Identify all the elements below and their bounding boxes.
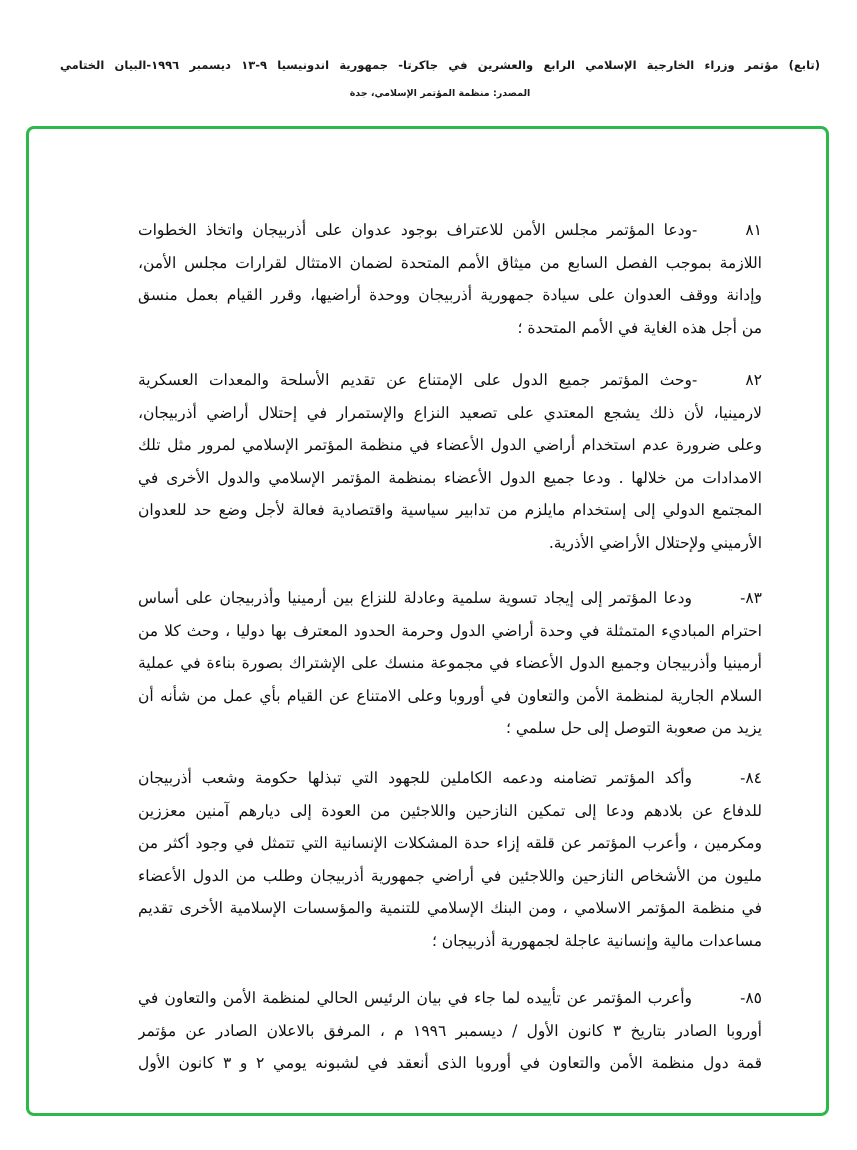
line-text: قمة دول منظمة الأمن والتعاون في أوروبا الذى أنعقد في لشبونه يومي ٢ و ٣ كانون الأول <box>138 1054 762 1072</box>
paragraph-line <box>138 429 762 462</box>
paragraph <box>138 982 762 1080</box>
paragraph-line <box>138 647 762 680</box>
paragraph-line <box>138 795 762 828</box>
paragraph-line <box>138 494 762 527</box>
document-source: المصدر: منظمة المؤتمر الإسلامي، جدة <box>349 88 531 99</box>
document-header-title: (تابع) مؤتمر وزراء الخارجية الإسلامي الرابع والعشرين في جاكرتا- جمهورية اندونيسيا ٩-١٣ ديسمبر ١٩٩٦-البيان الختامي <box>60 58 821 72</box>
line-text: السلام الجارية لمنظمة الأمن والتعاون في أوروبا وعلى الامتناع عن القيام بأي عمل من شأنه أن <box>138 686 762 705</box>
line-text: الأرميني ولإحتلال الأراضي الأذرية. <box>548 533 762 552</box>
line-text: وأكد المؤتمر تضامنه ودعمه الكاملين للجهود التي تبذلها حكومة وشعب أذربيجان <box>138 769 692 787</box>
line-text: المجتمع الدولي إلى إستخدام مايلزم من تدابير سياسية واقتصادية فعالة لأجل وضع حد للعدوان <box>138 501 762 519</box>
paragraph-line <box>138 925 762 958</box>
line-text: ودعا المؤتمر إلى إيجاد تسوية سلمية وعادلة للنزاع بين أرمينيا وأذربيجان على أساس <box>138 589 692 607</box>
line-text: وحث المؤتمر جميع الدول على الإمتناع عن تقديم الأسلحة والمعدات العسكرية <box>138 371 692 389</box>
paragraph-line <box>138 462 762 495</box>
paragraph-line <box>138 982 762 1015</box>
paragraph-line <box>138 247 762 280</box>
line-text: من أجل هذه الغاية في الأمم المتحدة ؛ <box>517 318 762 337</box>
line-text: أوروبا الصادر بتاريخ ٣ كانون الأول / ديسمبر ١٩٩٦ م ، المرفق بالاعلان الصادر عن مؤتمر <box>138 1021 762 1040</box>
paragraph-number: ٨٥- <box>740 989 762 1007</box>
paragraph <box>138 582 762 745</box>
paragraph-line <box>138 364 762 397</box>
paragraph-line <box>138 680 762 713</box>
line-text: وأعرب المؤتمر عن تأييده لما جاء في بيان الرئيس الحالي لمنظمة الأمن والتعاون في <box>138 989 692 1007</box>
line-text: يزيد من صعوبة التوصل إلى حل سلمي ؛ <box>506 719 762 737</box>
line-text: الامدادات من خلالها . ودعا جميع الدول الأعضاء بمنظمة المؤتمر الإسلامي والدول الأخرى في <box>138 468 762 487</box>
paragraph-line <box>138 1015 762 1048</box>
line-text: وعلى ضرورة عدم استخدام أراضي الدول الأعضاء في منظمة المؤتمر الإسلامي لمرور مثل تلك <box>138 436 762 454</box>
paragraph-line <box>138 312 762 345</box>
paragraph-line <box>138 1047 762 1080</box>
paragraph-number: ٨٣- <box>740 589 762 607</box>
paragraph-line <box>138 615 762 648</box>
line-text: ودعا المؤتمر مجلس الأمن للاعتراف بوجود عدوان على أذربيجان واتخاذ الخطوات <box>138 221 692 239</box>
line-text: وإدانة ووقف العدوان على سيادة جمهورية أذربيجان ووحدة أراضيها، وقرر القيام بعمل منسق <box>138 286 762 304</box>
line-text: مليون من الأشخاص النازحين واللاجئين في أراضي جمهورية أذربيجان وطلب من الدول الأعضاء <box>138 866 762 885</box>
paragraph-line <box>138 860 762 893</box>
paragraph-line <box>138 827 762 860</box>
line-text: أرمينيا وأذربيجان وجميع الدول الأعضاء في مجموعة منسك على الإشتراك بصورة بناءة في عملية <box>138 654 762 672</box>
paragraph-line <box>138 712 762 745</box>
paragraph <box>138 214 762 344</box>
paragraph-number: ٨١ - <box>692 221 762 239</box>
paragraph-number: ٨٤- <box>740 769 762 787</box>
paragraph-line <box>138 397 762 430</box>
line-text: احترام المباديء المتمثلة في وحدة أراضي الدول وحرمة الحدود المعترف بها دوليا ، وحث كلا من <box>138 621 762 640</box>
paragraph <box>138 762 762 957</box>
paragraph-line <box>138 527 762 560</box>
line-text: اللازمة بموجب الفصل السابع من ميثاق الأمم المتحدة لضمان الامتثال لقرارات مجلس الأمن، <box>138 253 762 272</box>
paragraph-number: ٨٢ - <box>692 371 762 389</box>
paragraph-line <box>138 892 762 925</box>
line-text: للدفاع عن بلادهم ودعا إلى تمكين النازحين واللاجئين من العودة إلى ديارهم آمنين معززين <box>138 801 762 820</box>
line-text: ومكرمين ، وأعرب المؤتمر عن قلقه إزاء حدة المشكلات الإنسانية التي تتمثل في وجود أكثر من <box>138 834 762 852</box>
paragraph <box>138 364 762 559</box>
line-text: في منظمة المؤتمر الاسلامي ، ومن البنك الإسلامي للتنمية والمؤسسات الإسلامية الأخرى تقديم <box>138 899 762 917</box>
line-text: مساعدات مالية وإنسانية عاجلة لجمهورية أذربيجان ؛ <box>431 931 762 950</box>
paragraph-line <box>138 762 762 795</box>
paragraph-line <box>138 214 762 247</box>
paragraph-line <box>138 582 762 615</box>
paragraph-line <box>138 279 762 312</box>
line-text: لارمينيا، لأن ذلك يشجع المعتدي على تصعيد النزاع والإستمرار في إحتلال أراضي أذربيجان، <box>138 403 762 422</box>
